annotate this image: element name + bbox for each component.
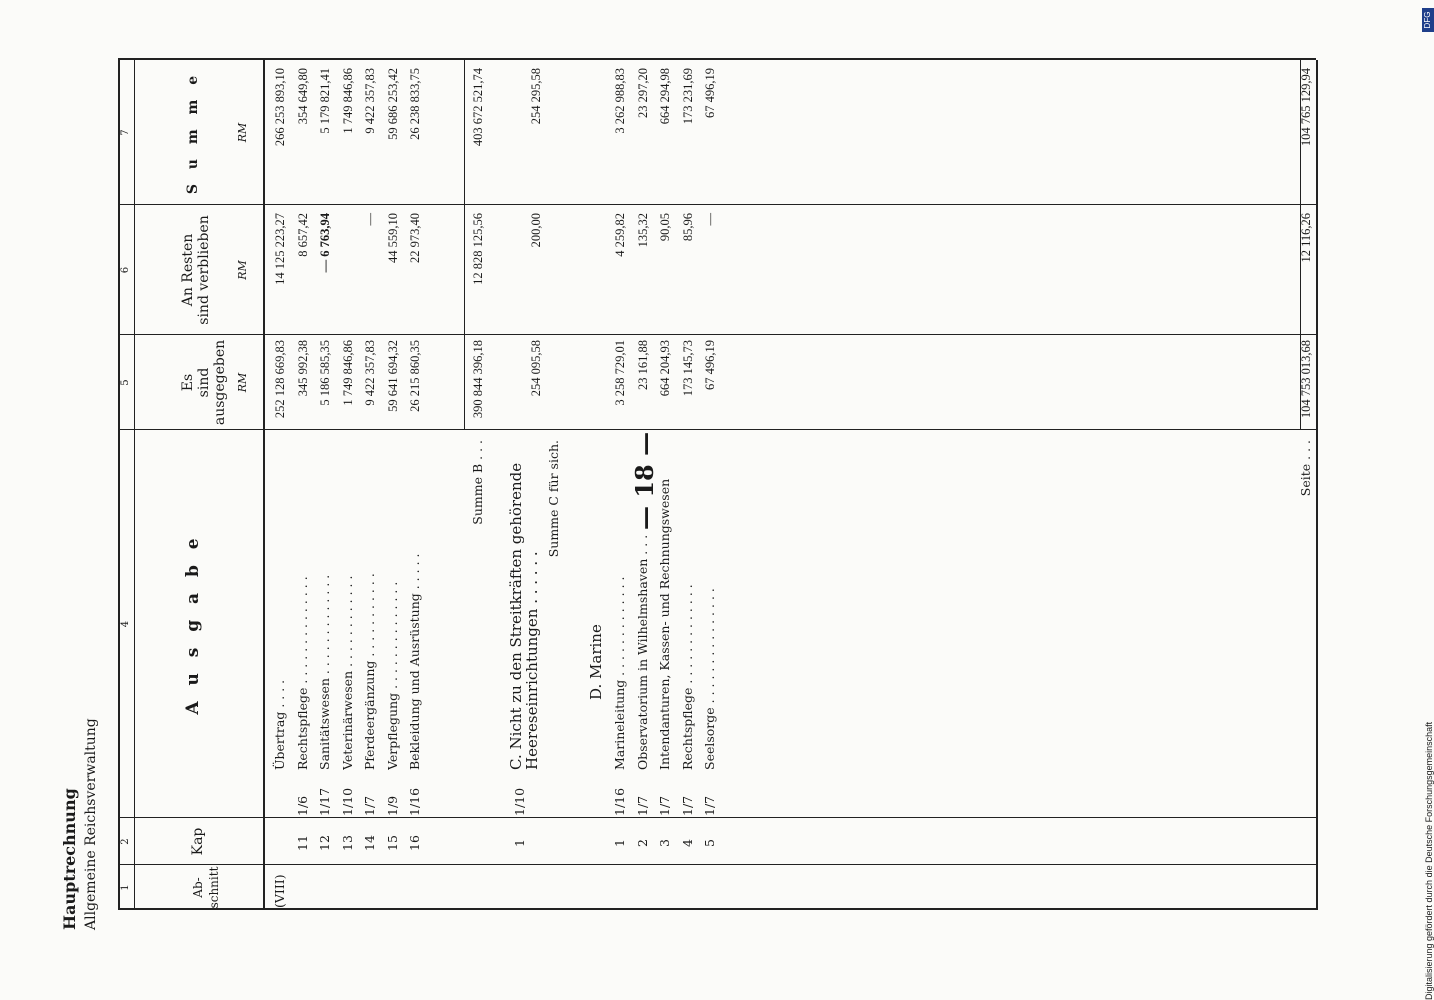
summe-b-summe: 403 672 521,74: [471, 68, 485, 147]
row-desc: Verpflegung . . . . . . . . . . . . . .: [384, 581, 400, 770]
dfg-logo: DFG: [1422, 8, 1434, 32]
row-kap: 4: [679, 839, 695, 847]
section-c-title: C. Nicht zu den Streitkräften gehörende Heereseinrichtungen . . . . . .: [507, 462, 541, 770]
ledger-title: Hauptrechnung: [60, 788, 79, 930]
colnum-2: 2: [120, 838, 131, 845]
row-reste: 135,32: [635, 213, 650, 248]
rule-colnum: [134, 60, 135, 910]
rule-c2: [118, 817, 1316, 818]
row-reste: —: [703, 213, 717, 226]
row-tit: 1/7: [679, 795, 695, 816]
row-desc: Bekleidung und Ausrüstung . . . . .: [407, 553, 422, 770]
seite-summe: 104 765 129,94: [1299, 68, 1313, 147]
row-summe: 354 649,80: [295, 68, 310, 125]
rule-header: [263, 60, 265, 910]
digitization-credit: Digitalisierung gefördert durch die Deutsche Forschungsgemeinschaft: [1424, 721, 1434, 1000]
row-tit: 1/9: [384, 795, 400, 816]
row-summe: 59 686 253,42: [385, 68, 400, 140]
header-abschnitt: Ab- schnitt: [191, 866, 221, 909]
row-desc: Sanitätswesen . . . . . . . . . . . . .: [317, 574, 332, 770]
row-tit: [272, 776, 288, 816]
row-reste: 44 559,10: [385, 213, 400, 263]
ledger-subtitle: Allgemeine Reichsverwaltung: [83, 718, 99, 930]
row-kap: 11: [294, 835, 310, 851]
section-c-tit: 1/10: [512, 787, 527, 816]
summe-b-label: Summe B . . .: [470, 440, 485, 525]
row-kap: 14: [362, 835, 377, 851]
row-kap: 13: [339, 835, 355, 851]
row-summe: 173 231,69: [680, 68, 695, 125]
row-desc: Pferdeergänzung . . . . . . . . . . .: [362, 573, 377, 770]
row-kap: 12: [317, 835, 332, 851]
row-tit: 1/17: [317, 787, 332, 816]
row-tit: 1/7: [634, 795, 650, 816]
row-desc: Marineleitung . . . . . . . . . . . . .: [612, 576, 627, 770]
row-reste: 85,96: [680, 213, 695, 242]
section-c-kap: 1: [512, 839, 527, 847]
unit-reste: RM: [236, 260, 249, 280]
row-summe: 5 179 821,41: [318, 68, 332, 134]
section-d-title: D. Marine: [587, 624, 605, 700]
row-tit: 1/7: [362, 795, 377, 816]
row-summe: 266 253 893,10: [273, 68, 287, 147]
row-summe: 1 749 846,86: [340, 68, 355, 134]
rule-summe-b: [464, 60, 465, 430]
row-tit: 1/10: [339, 787, 355, 816]
row-kap: 5: [702, 839, 717, 847]
row-ausgegeben: 5 186 585,35: [318, 340, 332, 406]
rule-left: [118, 908, 1316, 910]
row-tit: 1/7: [657, 795, 672, 816]
colnum-6: 6: [120, 266, 131, 274]
section-c-ausgegeben: 254 095,58: [529, 340, 543, 397]
row-ausgegeben: 26 215 860,35: [408, 340, 422, 412]
colnum-7: 7: [120, 129, 131, 136]
header-kap: Kap: [190, 827, 206, 856]
row-kap: 15: [384, 835, 400, 851]
row-desc: Intendanturen, Kassen- und Rechnungswesen: [657, 478, 672, 770]
row-ausgegeben: 67 496,19: [703, 340, 717, 390]
summe-b-reste: 12 828 125,56: [471, 213, 485, 285]
row-summe: 3 262 988,83: [613, 68, 627, 134]
row-ausgegeben: 252 128 669,83: [273, 340, 287, 419]
row-reste: [340, 213, 356, 333]
row-tit: 1/16: [612, 787, 627, 816]
row-ausgegeben: 1 749 846,86: [340, 340, 355, 406]
row-desc: Observatorium in Wilhelmshaven . . .: [634, 534, 650, 770]
unit-ausgegeben: RM: [236, 372, 249, 393]
header-ausgabe: A u s g a b e: [183, 533, 203, 715]
row-reste: 8 657,42: [295, 213, 310, 257]
row-ausgegeben: 173 145,73: [680, 340, 695, 397]
seite-label: Seite . . .: [1298, 440, 1313, 497]
row-desc: Seelsorge . . . . . . . . . . . . . . .: [702, 588, 717, 770]
seite-reste: 12 116,26: [1299, 213, 1313, 263]
row-tit: 1/6: [294, 795, 310, 816]
row-reste: 4 259,82: [613, 213, 627, 257]
rule-c1: [118, 864, 1316, 865]
header-ausgegeben: Es sind ausgegeben: [180, 339, 228, 426]
row-kap: 2: [634, 839, 650, 847]
row-desc: Rechtspflege . . . . . . . . . . . . .: [679, 584, 695, 770]
row-reste: — 6 763,94: [318, 213, 332, 273]
row-reste: —: [363, 213, 377, 226]
row-tit: 1/7: [702, 795, 717, 816]
row-reste: 14 125 223,27: [273, 213, 287, 285]
section-c-summe: 254 295,58: [529, 68, 543, 125]
row-desc: Rechtspflege . . . . . . . . . . . . . .: [294, 576, 310, 770]
colnum-5: 5: [120, 379, 131, 386]
rule-right: [118, 58, 1316, 60]
section-marker: (VIII): [272, 874, 287, 908]
colnum-4: 4: [120, 620, 131, 628]
row-ausgegeben: 9 422 357,83: [363, 340, 377, 406]
section-c-reste: 200,00: [529, 213, 543, 248]
row-summe: 67 496,19: [703, 68, 717, 118]
row-summe: 26 238 833,75: [408, 68, 422, 140]
page-number: — 18 —: [630, 431, 659, 530]
header-reste: An Resten sind verblieben: [180, 215, 212, 325]
seite-ausgegeben: 104 753 013,68: [1299, 340, 1313, 419]
rule-c5: [118, 334, 1316, 335]
row-reste: 22 973,40: [408, 213, 422, 263]
row-kap: 1: [612, 839, 627, 847]
row-summe: 664 294,98: [658, 68, 672, 125]
row-desc: Übertrag . . . .: [272, 679, 287, 770]
row-ausgegeben: 23 161,88: [635, 340, 650, 390]
row-kap: [272, 823, 288, 863]
row-reste: 90,05: [658, 213, 672, 242]
rule-bottom: [1316, 60, 1318, 910]
row-kap: 16: [407, 835, 422, 851]
row-kap: 3: [657, 839, 672, 847]
row-desc: Veterinärwesen . . . . . . . . . . . .: [339, 575, 355, 770]
header-summe: S u m m e: [185, 70, 201, 195]
row-ausgegeben: 59 641 694,32: [385, 340, 400, 412]
row-ausgegeben: 3 258 729,01: [613, 340, 627, 406]
rule-c4: [118, 429, 1316, 430]
row-ausgegeben: 664 204,93: [658, 340, 672, 397]
section-c-sum-label: Summe C für sich.: [546, 440, 561, 558]
row-summe: 23 297,20: [635, 68, 650, 118]
row-ausgegeben: 345 992,38: [295, 340, 310, 397]
row-summe: 9 422 357,83: [363, 68, 377, 134]
summe-b-ausgegeben: 390 844 396,18: [471, 340, 485, 419]
row-tit: 1/16: [407, 787, 422, 816]
colnum-1: 1: [120, 884, 131, 891]
unit-summe: RM: [236, 122, 249, 143]
rule-c6: [118, 204, 1316, 205]
